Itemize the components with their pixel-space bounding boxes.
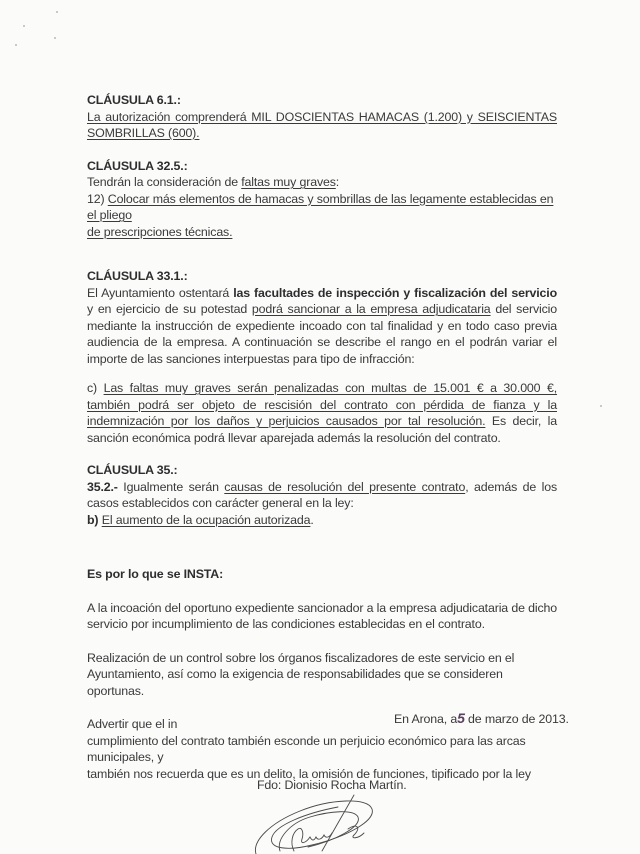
clause-paragraph: [87, 380, 557, 446]
clause-text: La autorización comprenderá MIL DOSCIENTAS HAMACAS (1.200) y SEISCIENTAS: [87, 109, 557, 124]
text: del servicio mediante la instrucción de expediente incoado con tal finalidad y en todo caso previa audiencia de la empresa. A continuación se describe el rango en el podrán variar el importe de las sanciones interpuestas para tipo de infracción:: [87, 302, 557, 366]
insta-paragraph-line: también nos recuerda que es un delito, la omisión de funciones, tipificado por la ley: [87, 766, 531, 781]
insta-paragraph: A la incoación del oportuno expediente sancionador a la empresa adjudicataria de dicho servicio por incumplimiento de las condiciones establecidas en el contrato.: [87, 600, 557, 631]
clause-text-line: [87, 125, 557, 142]
scan-speck: [15, 44, 17, 46]
clause-heading: CLÁUSULA 35.:: [87, 463, 178, 477]
scan-speck: [54, 37, 56, 39]
underlined-text: causas de resolución del presente contrato: [224, 479, 466, 494]
insta-paragraph-line: Advertir que el in: [87, 717, 178, 731]
text: , además de los casos establecidos con carácter general en la ley:: [87, 479, 557, 510]
signed-by: Fdo: Dionisio Rocha Martín.: [257, 778, 407, 792]
clause-intro: [87, 174, 557, 191]
clause-text-line: [87, 109, 557, 126]
bold-text: 35.2.-: [87, 479, 118, 494]
handwritten-day: 5: [457, 710, 465, 726]
clause-paragraph: [87, 285, 557, 368]
text: Tendrán la consideración de: [87, 175, 242, 189]
text: El Ayuntamiento ostentará: [87, 285, 234, 300]
underlined-text: Colocar más elementos de hamacas y sombrillas de las legamente establecidas en el pliego: [87, 191, 554, 222]
underlined-text: faltas muy graves: [241, 175, 336, 189]
clause-heading: CLÁUSULA 32.5.:: [87, 158, 188, 173]
item-number: 12): [87, 191, 108, 206]
text: Es decir, la sanción económica podrá llevar aparejada además la resolución del contrato.: [87, 414, 557, 445]
insta-paragraph-line: cumplimiento del contrato también esconde un perjuicio económico para las arcas municipales, y: [87, 733, 526, 764]
bold-text: las facultades de inspección y fiscalización del servicio: [233, 285, 558, 300]
underlined-text: El aumento de la ocupación autorizada: [101, 512, 311, 527]
clause-33-1: [87, 268, 557, 446]
scan-speck: [600, 405, 602, 407]
document-body: [87, 92, 557, 782]
underlined-text: Las faltas muy graves serán penalizadas con multas de 15.001 € a 30.000 €, también podrá ser objeto de rescisión del contrato con pérdida de fianza y la indemnización por los daños y perjuicios causados por tal resolución.: [87, 381, 557, 428]
bold-text: b): [87, 512, 99, 527]
clause-heading: CLÁUSULA 33.1.:: [87, 269, 188, 283]
clause-6-1: [87, 92, 557, 142]
clause-item: [87, 191, 557, 224]
text: .: [310, 512, 314, 527]
text: y en ejercicio de su potestad: [87, 302, 252, 316]
clause-item-cont: [87, 224, 557, 241]
clause-text: SOMBRILLAS (600).: [87, 126, 200, 140]
text: :: [335, 175, 340, 189]
scan-speck: [56, 11, 58, 13]
insta-section: [87, 566, 557, 782]
clause-paragraph: [87, 479, 557, 512]
underlined-text: podrá sancionar a la empresa adjudicataria: [251, 302, 491, 316]
clause-35: [87, 462, 557, 528]
clause-32-5: [87, 158, 557, 241]
scan-speck: [23, 25, 25, 27]
clause-heading: CLÁUSULA 6.1.:: [87, 93, 181, 107]
insta-paragraph: Realización de un control sobre los órganos fiscalizadores de este servicio en el Ayuntamiento, así como la exigencia de responsabilidades que se consideren oportunas.: [87, 650, 515, 698]
clause-item: [87, 512, 557, 529]
insta-heading: Es por lo que se INSTA:: [87, 567, 224, 581]
item-letter: c): [87, 381, 104, 395]
handwritten-signature: [250, 793, 390, 854]
date-prefix: En Arona, a: [394, 712, 458, 726]
date-suffix: de marzo de 2013.: [464, 712, 569, 726]
underlined-text: de prescripciones técnicas.: [87, 224, 233, 239]
text: Igualmente serán: [117, 479, 225, 494]
date-line: [394, 710, 569, 726]
